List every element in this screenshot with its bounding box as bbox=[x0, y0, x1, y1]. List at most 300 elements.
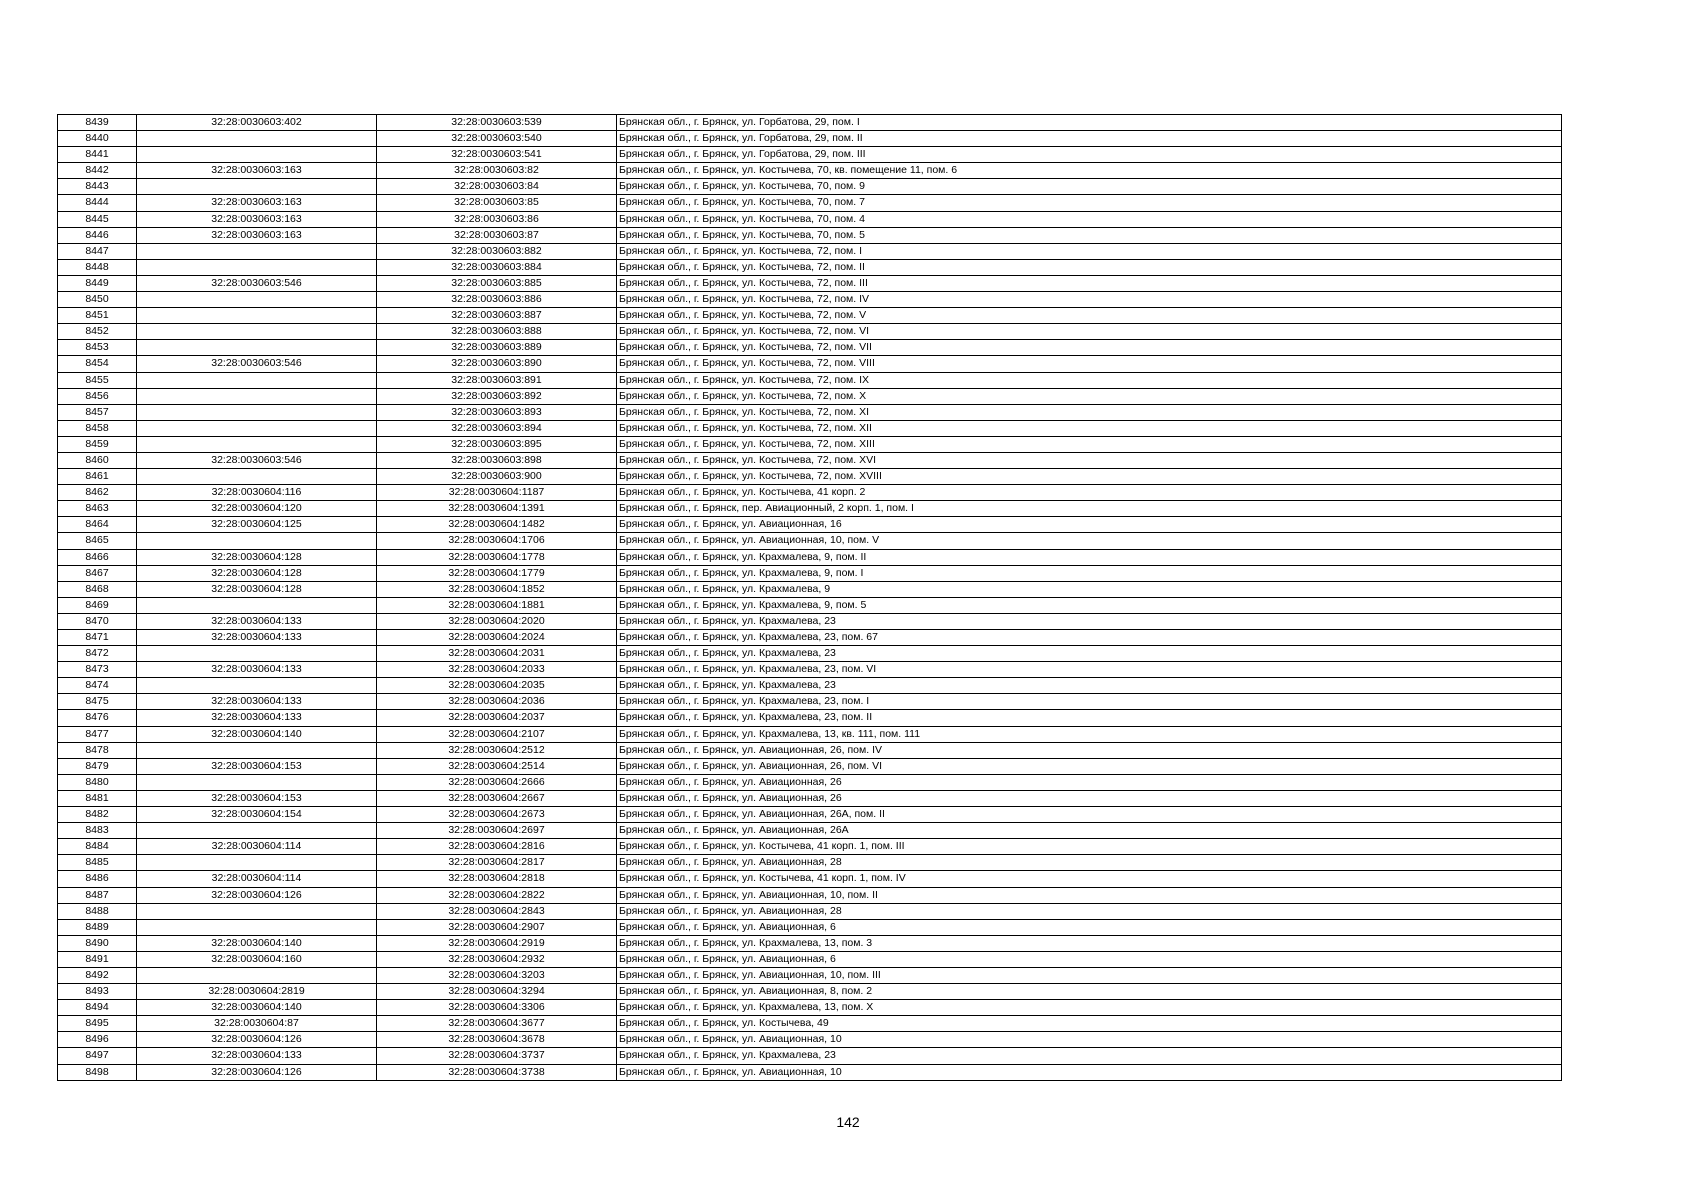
cadastral-number-cell: 32:28:0030604:2037 bbox=[377, 710, 617, 726]
address-cell: Брянская обл., г. Брянск, ул. Крахмалева, 23 bbox=[617, 613, 1562, 629]
parent-cadastral-number-cell: 32:28:0030604:133 bbox=[137, 1048, 377, 1064]
table-row bbox=[58, 195, 1562, 211]
parent-cadastral-number-cell bbox=[137, 147, 377, 163]
row-number-cell: 8489 bbox=[58, 919, 137, 935]
cadastral-number-cell: 32:28:0030604:3678 bbox=[377, 1032, 617, 1048]
parent-cadastral-number-cell: 32:28:0030604:154 bbox=[137, 807, 377, 823]
table-row bbox=[58, 1000, 1562, 1016]
address-cell: Брянская обл., г. Брянск, ул. Авиационная, 10 bbox=[617, 1064, 1562, 1080]
cadastral-number-cell: 32:28:0030604:3677 bbox=[377, 1016, 617, 1032]
cadastral-number-cell: 32:28:0030604:3737 bbox=[377, 1048, 617, 1064]
table-row bbox=[58, 984, 1562, 1000]
table-row bbox=[58, 935, 1562, 951]
cadastral-number-cell: 32:28:0030604:3306 bbox=[377, 1000, 617, 1016]
row-number-cell: 8461 bbox=[58, 469, 137, 485]
address-cell: Брянская обл., г. Брянск, ул. Авиационная, 10, пом. V bbox=[617, 533, 1562, 549]
row-number-cell: 8476 bbox=[58, 710, 137, 726]
row-number-cell: 8463 bbox=[58, 501, 137, 517]
table-row bbox=[58, 388, 1562, 404]
cadastral-number-cell: 32:28:0030603:884 bbox=[377, 259, 617, 275]
row-number-cell: 8481 bbox=[58, 790, 137, 806]
cadastral-number-cell: 32:28:0030604:2818 bbox=[377, 871, 617, 887]
cadastral-number-cell: 32:28:0030603:541 bbox=[377, 147, 617, 163]
row-number-cell: 8471 bbox=[58, 630, 137, 646]
address-cell: Брянская обл., г. Брянск, ул. Крахмалева, 23, пом. 67 bbox=[617, 630, 1562, 646]
table-row bbox=[58, 951, 1562, 967]
page-number: 142 bbox=[836, 1114, 860, 1130]
address-cell: Брянская обл., г. Брянск, ул. Авиационная, 26, пом. VI bbox=[617, 758, 1562, 774]
table-row bbox=[58, 1064, 1562, 1080]
cadastral-number-cell: 32:28:0030604:1779 bbox=[377, 565, 617, 581]
cadastral-number-cell: 32:28:0030603:889 bbox=[377, 340, 617, 356]
table-row bbox=[58, 420, 1562, 436]
address-cell: Брянская обл., г. Брянск, ул. Авиационная, 28 bbox=[617, 903, 1562, 919]
table-row bbox=[58, 758, 1562, 774]
cadastral-number-cell: 32:28:0030604:2036 bbox=[377, 694, 617, 710]
cadastral-number-cell: 32:28:0030603:82 bbox=[377, 163, 617, 179]
row-number-cell: 8439 bbox=[58, 115, 137, 131]
cadastral-number-cell: 32:28:0030604:3738 bbox=[377, 1064, 617, 1080]
parent-cadastral-number-cell: 32:28:0030604:133 bbox=[137, 662, 377, 678]
cadastral-number-cell: 32:28:0030604:2932 bbox=[377, 951, 617, 967]
parent-cadastral-number-cell: 32:28:0030604:153 bbox=[137, 790, 377, 806]
cadastral-number-cell: 32:28:0030604:1706 bbox=[377, 533, 617, 549]
row-number-cell: 8460 bbox=[58, 452, 137, 468]
cadastral-number-cell: 32:28:0030603:887 bbox=[377, 308, 617, 324]
table-row bbox=[58, 839, 1562, 855]
address-cell: Брянская обл., г. Брянск, ул. Крахмалева, 23, пом. II bbox=[617, 710, 1562, 726]
cadastral-number-cell: 32:28:0030603:540 bbox=[377, 131, 617, 147]
address-cell: Брянская обл., г. Брянск, ул. Костычева, 72, пом. VIII bbox=[617, 356, 1562, 372]
parent-cadastral-number-cell bbox=[137, 774, 377, 790]
address-cell: Брянская обл., г. Брянск, ул. Костычева, 72, пом. VI bbox=[617, 324, 1562, 340]
cadastral-number-cell: 32:28:0030604:2514 bbox=[377, 758, 617, 774]
row-number-cell: 8497 bbox=[58, 1048, 137, 1064]
table-row bbox=[58, 485, 1562, 501]
cadastral-number-cell: 32:28:0030603:898 bbox=[377, 452, 617, 468]
row-number-cell: 8479 bbox=[58, 758, 137, 774]
row-number-cell: 8457 bbox=[58, 404, 137, 420]
parent-cadastral-number-cell: 32:28:0030604:133 bbox=[137, 694, 377, 710]
address-cell: Брянская обл., г. Брянск, ул. Крахмалева, 23 bbox=[617, 1048, 1562, 1064]
row-number-cell: 8464 bbox=[58, 517, 137, 533]
address-cell: Брянская обл., г. Брянск, ул. Костычева, 72, пом. I bbox=[617, 243, 1562, 259]
row-number-cell: 8492 bbox=[58, 967, 137, 983]
address-cell: Брянская обл., г. Брянск, ул. Авиационная, 10, пом. II bbox=[617, 887, 1562, 903]
address-cell: Брянская обл., г. Брянск, ул. Горбатова, 29, пом. III bbox=[617, 147, 1562, 163]
table-row bbox=[58, 404, 1562, 420]
table-row bbox=[58, 356, 1562, 372]
address-cell: Брянская обл., г. Брянск, ул. Авиационная, 10 bbox=[617, 1032, 1562, 1048]
address-cell: Брянская обл., г. Брянск, ул. Костычева, 41 корп. 2 bbox=[617, 485, 1562, 501]
table-row bbox=[58, 1032, 1562, 1048]
cadastral-number-cell: 32:28:0030604:2020 bbox=[377, 613, 617, 629]
parent-cadastral-number-cell: 32:28:0030604:126 bbox=[137, 887, 377, 903]
cadastral-number-cell: 32:28:0030604:2919 bbox=[377, 935, 617, 951]
registry-table-body bbox=[58, 115, 1562, 1081]
table-row bbox=[58, 613, 1562, 629]
cadastral-number-cell: 32:28:0030604:2107 bbox=[377, 726, 617, 742]
address-cell: Брянская обл., г. Брянск, ул. Костычева, 41 корп. 1, пом. IV bbox=[617, 871, 1562, 887]
table-row bbox=[58, 340, 1562, 356]
parent-cadastral-number-cell: 32:28:0030603:163 bbox=[137, 227, 377, 243]
address-cell: Брянская обл., г. Брянск, ул. Крахмалева, 9 bbox=[617, 581, 1562, 597]
cadastral-number-cell: 32:28:0030603:890 bbox=[377, 356, 617, 372]
address-cell: Брянская обл., г. Брянск, ул. Авиационная, 6 bbox=[617, 951, 1562, 967]
parent-cadastral-number-cell: 32:28:0030604:87 bbox=[137, 1016, 377, 1032]
table-row bbox=[58, 372, 1562, 388]
cadastral-number-cell: 32:28:0030603:891 bbox=[377, 372, 617, 388]
cadastral-number-cell: 32:28:0030604:2907 bbox=[377, 919, 617, 935]
row-number-cell: 8442 bbox=[58, 163, 137, 179]
registry-table bbox=[57, 114, 1562, 1081]
cadastral-number-cell: 32:28:0030604:2033 bbox=[377, 662, 617, 678]
row-number-cell: 8477 bbox=[58, 726, 137, 742]
row-number-cell: 8472 bbox=[58, 646, 137, 662]
cadastral-number-cell: 32:28:0030604:2031 bbox=[377, 646, 617, 662]
parent-cadastral-number-cell bbox=[137, 646, 377, 662]
cadastral-number-cell: 32:28:0030603:885 bbox=[377, 275, 617, 291]
cadastral-number-cell: 32:28:0030603:85 bbox=[377, 195, 617, 211]
table-row bbox=[58, 1048, 1562, 1064]
table-row bbox=[58, 292, 1562, 308]
cadastral-number-cell: 32:28:0030604:2816 bbox=[377, 839, 617, 855]
address-cell: Брянская обл., г. Брянск, ул. Крахмалева, 23 bbox=[617, 646, 1562, 662]
row-number-cell: 8447 bbox=[58, 243, 137, 259]
cadastral-number-cell: 32:28:0030604:1187 bbox=[377, 485, 617, 501]
address-cell: Брянская обл., г. Брянск, ул. Костычева, 70, кв. помещение 11, пом. 6 bbox=[617, 163, 1562, 179]
row-number-cell: 8468 bbox=[58, 581, 137, 597]
table-row bbox=[58, 469, 1562, 485]
cadastral-number-cell: 32:28:0030603:886 bbox=[377, 292, 617, 308]
parent-cadastral-number-cell: 32:28:0030603:546 bbox=[137, 452, 377, 468]
address-cell: Брянская обл., г. Брянск, ул. Авиационная, 28 bbox=[617, 855, 1562, 871]
parent-cadastral-number-cell bbox=[137, 243, 377, 259]
cadastral-number-cell: 32:28:0030604:3294 bbox=[377, 984, 617, 1000]
parent-cadastral-number-cell bbox=[137, 597, 377, 613]
table-row bbox=[58, 630, 1562, 646]
row-number-cell: 8458 bbox=[58, 420, 137, 436]
row-number-cell: 8449 bbox=[58, 275, 137, 291]
table-row bbox=[58, 517, 1562, 533]
cadastral-number-cell: 32:28:0030604:3203 bbox=[377, 967, 617, 983]
table-row bbox=[58, 710, 1562, 726]
row-number-cell: 8483 bbox=[58, 823, 137, 839]
table-row bbox=[58, 742, 1562, 758]
row-number-cell: 8443 bbox=[58, 179, 137, 195]
parent-cadastral-number-cell: 32:28:0030604:128 bbox=[137, 549, 377, 565]
address-cell: Брянская обл., г. Брянск, ул. Авиационная, 10, пом. III bbox=[617, 967, 1562, 983]
parent-cadastral-number-cell: 32:28:0030603:402 bbox=[137, 115, 377, 131]
address-cell: Брянская обл., г. Брянск, ул. Костычева, 72, пом. V bbox=[617, 308, 1562, 324]
parent-cadastral-number-cell: 32:28:0030603:163 bbox=[137, 163, 377, 179]
address-cell: Брянская обл., г. Брянск, ул. Крахмалева, 9, пом. I bbox=[617, 565, 1562, 581]
row-number-cell: 8445 bbox=[58, 211, 137, 227]
parent-cadastral-number-cell: 32:28:0030604:126 bbox=[137, 1032, 377, 1048]
parent-cadastral-number-cell: 32:28:0030604:125 bbox=[137, 517, 377, 533]
parent-cadastral-number-cell bbox=[137, 855, 377, 871]
address-cell: Брянская обл., г. Брянск, ул. Костычева, 72, пом. VII bbox=[617, 340, 1562, 356]
row-number-cell: 8484 bbox=[58, 839, 137, 855]
address-cell: Брянская обл., г. Брянск, ул. Костычева, 49 bbox=[617, 1016, 1562, 1032]
table-row bbox=[58, 774, 1562, 790]
row-number-cell: 8452 bbox=[58, 324, 137, 340]
parent-cadastral-number-cell bbox=[137, 259, 377, 275]
parent-cadastral-number-cell bbox=[137, 823, 377, 839]
table-row bbox=[58, 227, 1562, 243]
parent-cadastral-number-cell bbox=[137, 340, 377, 356]
cadastral-number-cell: 32:28:0030603:84 bbox=[377, 179, 617, 195]
parent-cadastral-number-cell: 32:28:0030603:163 bbox=[137, 211, 377, 227]
table-row bbox=[58, 855, 1562, 871]
table-row bbox=[58, 452, 1562, 468]
parent-cadastral-number-cell: 32:28:0030604:160 bbox=[137, 951, 377, 967]
table-row bbox=[58, 967, 1562, 983]
address-cell: Брянская обл., г. Брянск, ул. Крахмалева, 23, пом. VI bbox=[617, 662, 1562, 678]
table-row bbox=[58, 1016, 1562, 1032]
cadastral-number-cell: 32:28:0030604:2024 bbox=[377, 630, 617, 646]
parent-cadastral-number-cell bbox=[137, 179, 377, 195]
row-number-cell: 8459 bbox=[58, 436, 137, 452]
address-cell: Брянская обл., г. Брянск, ул. Крахмалева, 9, пом. 5 bbox=[617, 597, 1562, 613]
row-number-cell: 8488 bbox=[58, 903, 137, 919]
address-cell: Брянская обл., г. Брянск, ул. Костычева, 72, пом. III bbox=[617, 275, 1562, 291]
table-row bbox=[58, 308, 1562, 324]
address-cell: Брянская обл., г. Брянск, ул. Костычева, 72, пом. XVIII bbox=[617, 469, 1562, 485]
row-number-cell: 8486 bbox=[58, 871, 137, 887]
parent-cadastral-number-cell: 32:28:0030604:140 bbox=[137, 1000, 377, 1016]
table-row bbox=[58, 179, 1562, 195]
address-cell: Брянская обл., г. Брянск, ул. Костычева, 70, пом. 4 bbox=[617, 211, 1562, 227]
parent-cadastral-number-cell: 32:28:0030604:140 bbox=[137, 935, 377, 951]
parent-cadastral-number-cell: 32:28:0030604:120 bbox=[137, 501, 377, 517]
parent-cadastral-number-cell: 32:28:0030604:116 bbox=[137, 485, 377, 501]
address-cell: Брянская обл., г. Брянск, ул. Крахмалева, 23 bbox=[617, 678, 1562, 694]
row-number-cell: 8485 bbox=[58, 855, 137, 871]
parent-cadastral-number-cell bbox=[137, 469, 377, 485]
address-cell: Брянская обл., г. Брянск, ул. Авиационная, 26 bbox=[617, 790, 1562, 806]
row-number-cell: 8482 bbox=[58, 807, 137, 823]
cadastral-number-cell: 32:28:0030604:1778 bbox=[377, 549, 617, 565]
cadastral-number-cell: 32:28:0030604:1482 bbox=[377, 517, 617, 533]
row-number-cell: 8456 bbox=[58, 388, 137, 404]
row-number-cell: 8470 bbox=[58, 613, 137, 629]
address-cell: Брянская обл., г. Брянск, ул. Крахмалева, 13, кв. 111, пом. 111 bbox=[617, 726, 1562, 742]
row-number-cell: 8441 bbox=[58, 147, 137, 163]
address-cell: Брянская обл., г. Брянск, ул. Костычева, 72, пом. XI bbox=[617, 404, 1562, 420]
address-cell: Брянская обл., г. Брянск, ул. Костычева, 72, пом. X bbox=[617, 388, 1562, 404]
cadastral-number-cell: 32:28:0030604:2667 bbox=[377, 790, 617, 806]
parent-cadastral-number-cell bbox=[137, 308, 377, 324]
table-row bbox=[58, 887, 1562, 903]
cadastral-number-cell: 32:28:0030604:2512 bbox=[377, 742, 617, 758]
table-row bbox=[58, 807, 1562, 823]
cadastral-number-cell: 32:28:0030603:539 bbox=[377, 115, 617, 131]
row-number-cell: 8465 bbox=[58, 533, 137, 549]
parent-cadastral-number-cell bbox=[137, 967, 377, 983]
cadastral-number-cell: 32:28:0030603:900 bbox=[377, 469, 617, 485]
parent-cadastral-number-cell: 32:28:0030603:163 bbox=[137, 195, 377, 211]
table-row bbox=[58, 147, 1562, 163]
row-number-cell: 8440 bbox=[58, 131, 137, 147]
cadastral-number-cell: 32:28:0030604:1881 bbox=[377, 597, 617, 613]
table-row bbox=[58, 115, 1562, 131]
address-cell: Брянская обл., г. Брянск, ул. Костычева, 70, пом. 9 bbox=[617, 179, 1562, 195]
table-row bbox=[58, 501, 1562, 517]
parent-cadastral-number-cell: 32:28:0030604:126 bbox=[137, 1064, 377, 1080]
parent-cadastral-number-cell bbox=[137, 131, 377, 147]
row-number-cell: 8496 bbox=[58, 1032, 137, 1048]
address-cell: Брянская обл., г. Брянск, ул. Костычева, 72, пом. XVI bbox=[617, 452, 1562, 468]
address-cell: Брянская обл., г. Брянск, ул. Костычева, 72, пом. II bbox=[617, 259, 1562, 275]
cadastral-number-cell: 32:28:0030603:892 bbox=[377, 388, 617, 404]
parent-cadastral-number-cell bbox=[137, 678, 377, 694]
address-cell: Брянская обл., г. Брянск, ул. Костычева, 70, пом. 7 bbox=[617, 195, 1562, 211]
parent-cadastral-number-cell: 32:28:0030604:128 bbox=[137, 581, 377, 597]
parent-cadastral-number-cell: 32:28:0030603:546 bbox=[137, 275, 377, 291]
row-number-cell: 8466 bbox=[58, 549, 137, 565]
cadastral-number-cell: 32:28:0030603:893 bbox=[377, 404, 617, 420]
parent-cadastral-number-cell: 32:28:0030604:153 bbox=[137, 758, 377, 774]
parent-cadastral-number-cell bbox=[137, 533, 377, 549]
table-row bbox=[58, 726, 1562, 742]
address-cell: Брянская обл., г. Брянск, ул. Авиационная, 6 bbox=[617, 919, 1562, 935]
row-number-cell: 8448 bbox=[58, 259, 137, 275]
row-number-cell: 8467 bbox=[58, 565, 137, 581]
cadastral-number-cell: 32:28:0030604:2822 bbox=[377, 887, 617, 903]
parent-cadastral-number-cell bbox=[137, 292, 377, 308]
table-row bbox=[58, 597, 1562, 613]
parent-cadastral-number-cell: 32:28:0030604:114 bbox=[137, 871, 377, 887]
parent-cadastral-number-cell bbox=[137, 372, 377, 388]
parent-cadastral-number-cell bbox=[137, 324, 377, 340]
parent-cadastral-number-cell bbox=[137, 919, 377, 935]
cadastral-number-cell: 32:28:0030603:894 bbox=[377, 420, 617, 436]
table-row bbox=[58, 243, 1562, 259]
address-cell: Брянская обл., г. Брянск, ул. Костычева, 72, пом. IX bbox=[617, 372, 1562, 388]
parent-cadastral-number-cell: 32:28:0030604:140 bbox=[137, 726, 377, 742]
table-row bbox=[58, 903, 1562, 919]
address-cell: Брянская обл., г. Брянск, ул. Крахмалева, 13, пом. 3 bbox=[617, 935, 1562, 951]
cadastral-number-cell: 32:28:0030604:2035 bbox=[377, 678, 617, 694]
row-number-cell: 8474 bbox=[58, 678, 137, 694]
address-cell: Брянская обл., г. Брянск, ул. Костычева, 72, пом. XII bbox=[617, 420, 1562, 436]
parent-cadastral-number-cell: 32:28:0030604:133 bbox=[137, 710, 377, 726]
parent-cadastral-number-cell: 32:28:0030604:114 bbox=[137, 839, 377, 855]
cadastral-number-cell: 32:28:0030604:2817 bbox=[377, 855, 617, 871]
address-cell: Брянская обл., г. Брянск, ул. Авиационная, 8, пом. 2 bbox=[617, 984, 1562, 1000]
address-cell: Брянская обл., г. Брянск, ул. Горбатова, 29, пом. II bbox=[617, 131, 1562, 147]
row-number-cell: 8475 bbox=[58, 694, 137, 710]
row-number-cell: 8453 bbox=[58, 340, 137, 356]
table-row bbox=[58, 275, 1562, 291]
row-number-cell: 8446 bbox=[58, 227, 137, 243]
row-number-cell: 8478 bbox=[58, 742, 137, 758]
cadastral-number-cell: 32:28:0030603:888 bbox=[377, 324, 617, 340]
table-row bbox=[58, 131, 1562, 147]
address-cell: Брянская обл., г. Брянск, ул. Авиационная, 26, пом. IV bbox=[617, 742, 1562, 758]
address-cell: Брянская обл., г. Брянск, ул. Горбатова, 29, пом. I bbox=[617, 115, 1562, 131]
table-row bbox=[58, 324, 1562, 340]
table-row bbox=[58, 163, 1562, 179]
parent-cadastral-number-cell: 32:28:0030604:133 bbox=[137, 630, 377, 646]
parent-cadastral-number-cell bbox=[137, 903, 377, 919]
table-row bbox=[58, 871, 1562, 887]
table-row bbox=[58, 565, 1562, 581]
cadastral-number-cell: 32:28:0030603:895 bbox=[377, 436, 617, 452]
address-cell: Брянская обл., г. Брянск, ул. Крахмалева, 9, пом. II bbox=[617, 549, 1562, 565]
row-number-cell: 8491 bbox=[58, 951, 137, 967]
row-number-cell: 8454 bbox=[58, 356, 137, 372]
parent-cadastral-number-cell bbox=[137, 420, 377, 436]
row-number-cell: 8494 bbox=[58, 1000, 137, 1016]
cadastral-number-cell: 32:28:0030603:87 bbox=[377, 227, 617, 243]
table-row bbox=[58, 823, 1562, 839]
row-number-cell: 8455 bbox=[58, 372, 137, 388]
cadastral-number-cell: 32:28:0030604:2666 bbox=[377, 774, 617, 790]
cadastral-number-cell: 32:28:0030603:882 bbox=[377, 243, 617, 259]
table-row bbox=[58, 581, 1562, 597]
row-number-cell: 8498 bbox=[58, 1064, 137, 1080]
row-number-cell: 8462 bbox=[58, 485, 137, 501]
table-row bbox=[58, 533, 1562, 549]
row-number-cell: 8493 bbox=[58, 984, 137, 1000]
address-cell: Брянская обл., г. Брянск, ул. Крахмалева, 13, пом. X bbox=[617, 1000, 1562, 1016]
table-row bbox=[58, 211, 1562, 227]
cadastral-number-cell: 32:28:0030604:2843 bbox=[377, 903, 617, 919]
parent-cadastral-number-cell bbox=[137, 404, 377, 420]
row-number-cell: 8469 bbox=[58, 597, 137, 613]
address-cell: Брянская обл., г. Брянск, ул. Крахмалева, 23, пом. I bbox=[617, 694, 1562, 710]
parent-cadastral-number-cell bbox=[137, 436, 377, 452]
address-cell: Брянская обл., г. Брянск, ул. Авиационная, 26А, пом. II bbox=[617, 807, 1562, 823]
parent-cadastral-number-cell: 32:28:0030604:128 bbox=[137, 565, 377, 581]
address-cell: Брянская обл., г. Брянск, ул. Авиационная, 26А bbox=[617, 823, 1562, 839]
row-number-cell: 8495 bbox=[58, 1016, 137, 1032]
parent-cadastral-number-cell: 32:28:0030604:2819 bbox=[137, 984, 377, 1000]
table-row bbox=[58, 694, 1562, 710]
row-number-cell: 8451 bbox=[58, 308, 137, 324]
table-row bbox=[58, 646, 1562, 662]
address-cell: Брянская обл., г. Брянск, ул. Костычева, 70, пом. 5 bbox=[617, 227, 1562, 243]
cadastral-number-cell: 32:28:0030604:1391 bbox=[377, 501, 617, 517]
row-number-cell: 8487 bbox=[58, 887, 137, 903]
address-cell: Брянская обл., г. Брянск, ул. Авиационная, 16 bbox=[617, 517, 1562, 533]
table-row bbox=[58, 919, 1562, 935]
parent-cadastral-number-cell: 32:28:0030603:546 bbox=[137, 356, 377, 372]
table-row bbox=[58, 662, 1562, 678]
table-row bbox=[58, 678, 1562, 694]
table-row bbox=[58, 549, 1562, 565]
address-cell: Брянская обл., г. Брянск, ул. Авиационная, 26 bbox=[617, 774, 1562, 790]
table-row bbox=[58, 790, 1562, 806]
parent-cadastral-number-cell bbox=[137, 742, 377, 758]
parent-cadastral-number-cell: 32:28:0030604:133 bbox=[137, 613, 377, 629]
cadastral-number-cell: 32:28:0030604:2697 bbox=[377, 823, 617, 839]
row-number-cell: 8450 bbox=[58, 292, 137, 308]
cadastral-number-cell: 32:28:0030603:86 bbox=[377, 211, 617, 227]
row-number-cell: 8490 bbox=[58, 935, 137, 951]
address-cell: Брянская обл., г. Брянск, ул. Костычева, 41 корп. 1, пом. III bbox=[617, 839, 1562, 855]
address-cell: Брянская обл., г. Брянск, ул. Костычева, 72, пом. XIII bbox=[617, 436, 1562, 452]
address-cell: Брянская обл., г. Брянск, ул. Костычева, 72, пом. IV bbox=[617, 292, 1562, 308]
row-number-cell: 8480 bbox=[58, 774, 137, 790]
row-number-cell: 8444 bbox=[58, 195, 137, 211]
cadastral-number-cell: 32:28:0030604:2673 bbox=[377, 807, 617, 823]
row-number-cell: 8473 bbox=[58, 662, 137, 678]
table-row bbox=[58, 436, 1562, 452]
cadastral-number-cell: 32:28:0030604:1852 bbox=[377, 581, 617, 597]
